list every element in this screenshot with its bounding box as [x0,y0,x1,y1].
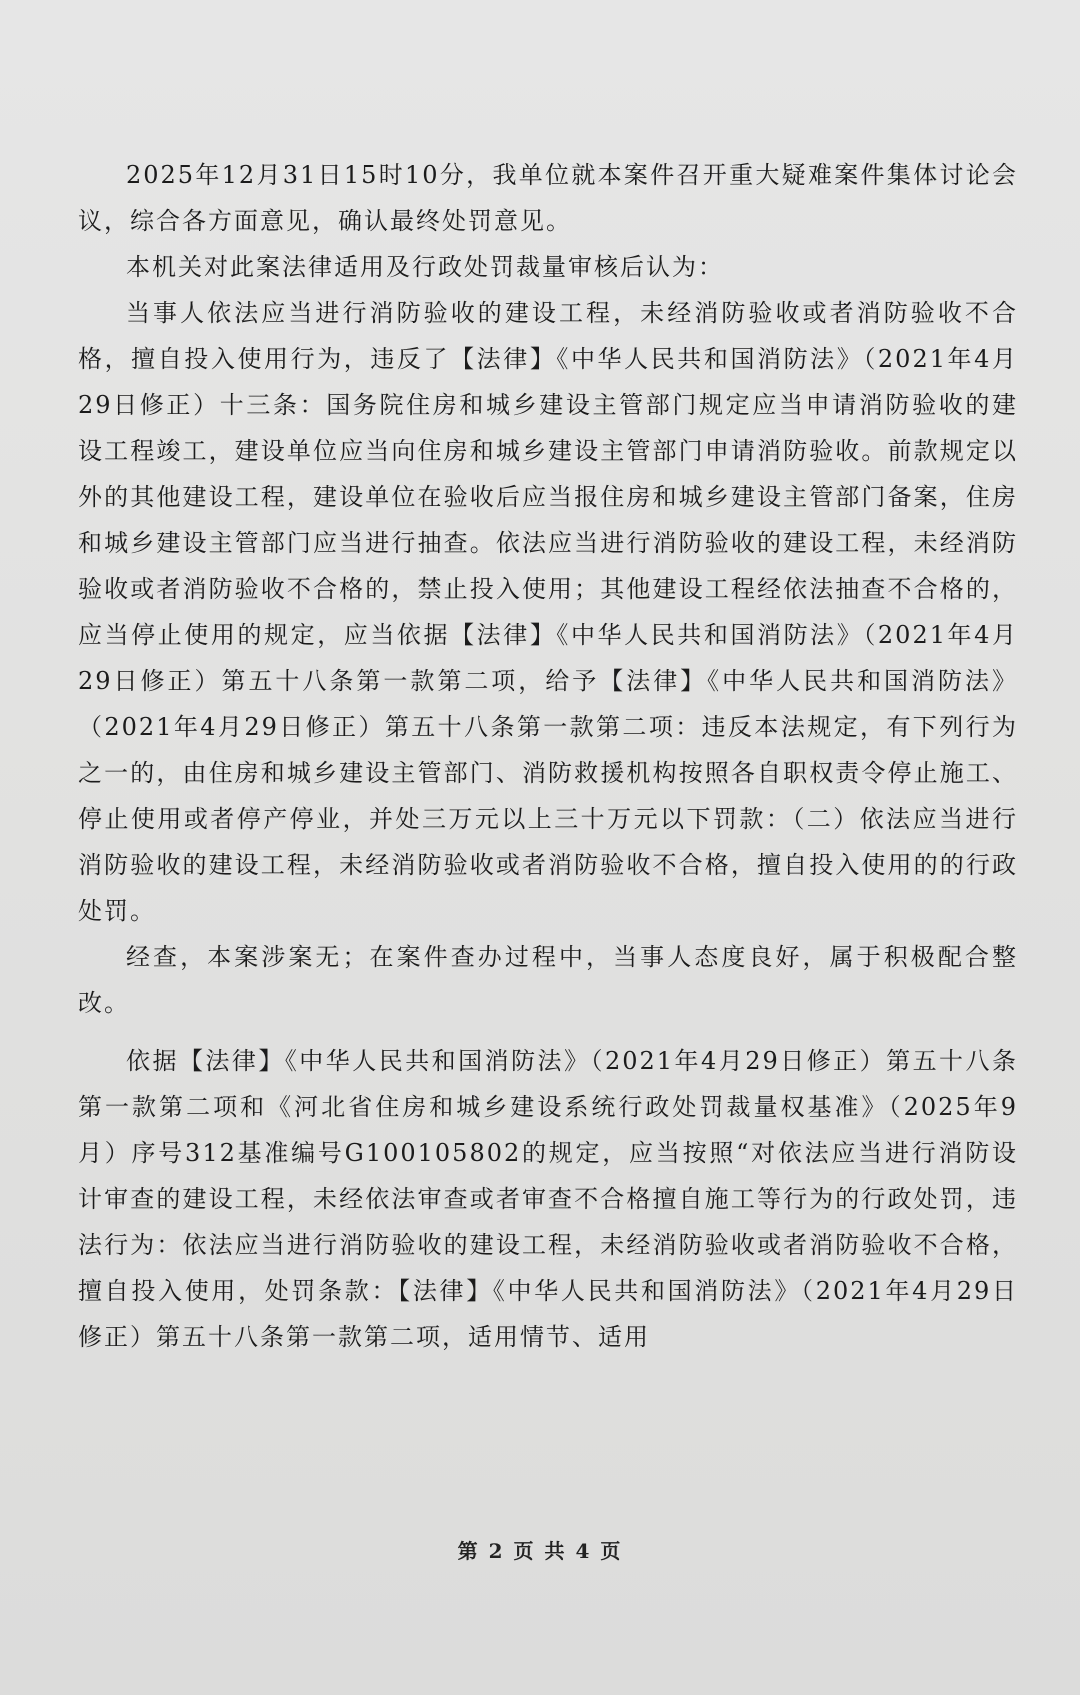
paragraph-basis: 依据【法律】《中华人民共和国消防法》（2021年4月29日修正）第五十八条第一款第二项和《河北省住房和城乡建设系统行政处罚裁量权基准》（2025年9月）序号312基准编号G100105802的规定，应当按照“对依法应当进行消防设计审查的建设工程，未经依法审查或者审查不合格擅自施工等行为的行政处罚，违法行为：依法应当进行消防验收的建设工程，未经消防验收或者消防验收不合格，擅自投入使用，处罚条款：【法律】《中华人民共和国消防法》（2021年4月29日修正）第五十八条第一款第二项，适用情节、适用 [78,1047,1018,1351]
page-number: 第 2 页 共 4 页 [457,1539,623,1563]
paragraph-meeting: 2025年12月31日15时10分，我单位就本案件召开重大疑难案件集体讨论会议，综合各方面意见，确认最终处罚意见。 [78,161,1018,235]
document-body [78,152,1018,1360]
paragraph-investigation: 经查，本案涉案无；在案件查办过程中，当事人态度良好，属于积极配合整改。 [78,943,1018,1017]
paragraph-violation: 当事人依法应当进行消防验收的建设工程，未经消防验收或者消防验收不合格，擅自投入使用行为，违反了【法律】《中华人民共和国消防法》（2021年4月29日修正）十三条：国务院住房和城乡建设主管部门规定应当申请消防验收的建设工程竣工，建设单位应当向住房和城乡建设主管部门申请消防验收。前款规定以外的其他建设工程，建设单位在验收后应当报住房和城乡建设主管部门备案，住房和城乡建设主管部门应当进行抽查。依法应当进行消防验收的建设工程，未经消防验收或者消防验收不合格的，禁止投入使用；其他建设工程经依法抽查不合格的，应当停止使用的规定，应当依据【法律】《中华人民共和国消防法》（2021年4月29日修正）第五十八条第一款第二项，给予【法律】《中华人民共和国消防法》（2021年4月29日修正）第五十八条第一款第二项：违反本法规定，有下列行为之一的，由住房和城乡建设主管部门、消防救援机构按照各自职权责令停止施工、停止使用或者停产停业，并处三万元以上三十万元以下罚款：（二）依法应当进行消防验收的建设工程，未经消防验收或者消防验收不合格，擅自投入使用的的行政处罚。 [78,299,1018,925]
paragraph-review-intro: 本机关对此案法律适用及行政处罚裁量审核后认为： [126,253,724,281]
